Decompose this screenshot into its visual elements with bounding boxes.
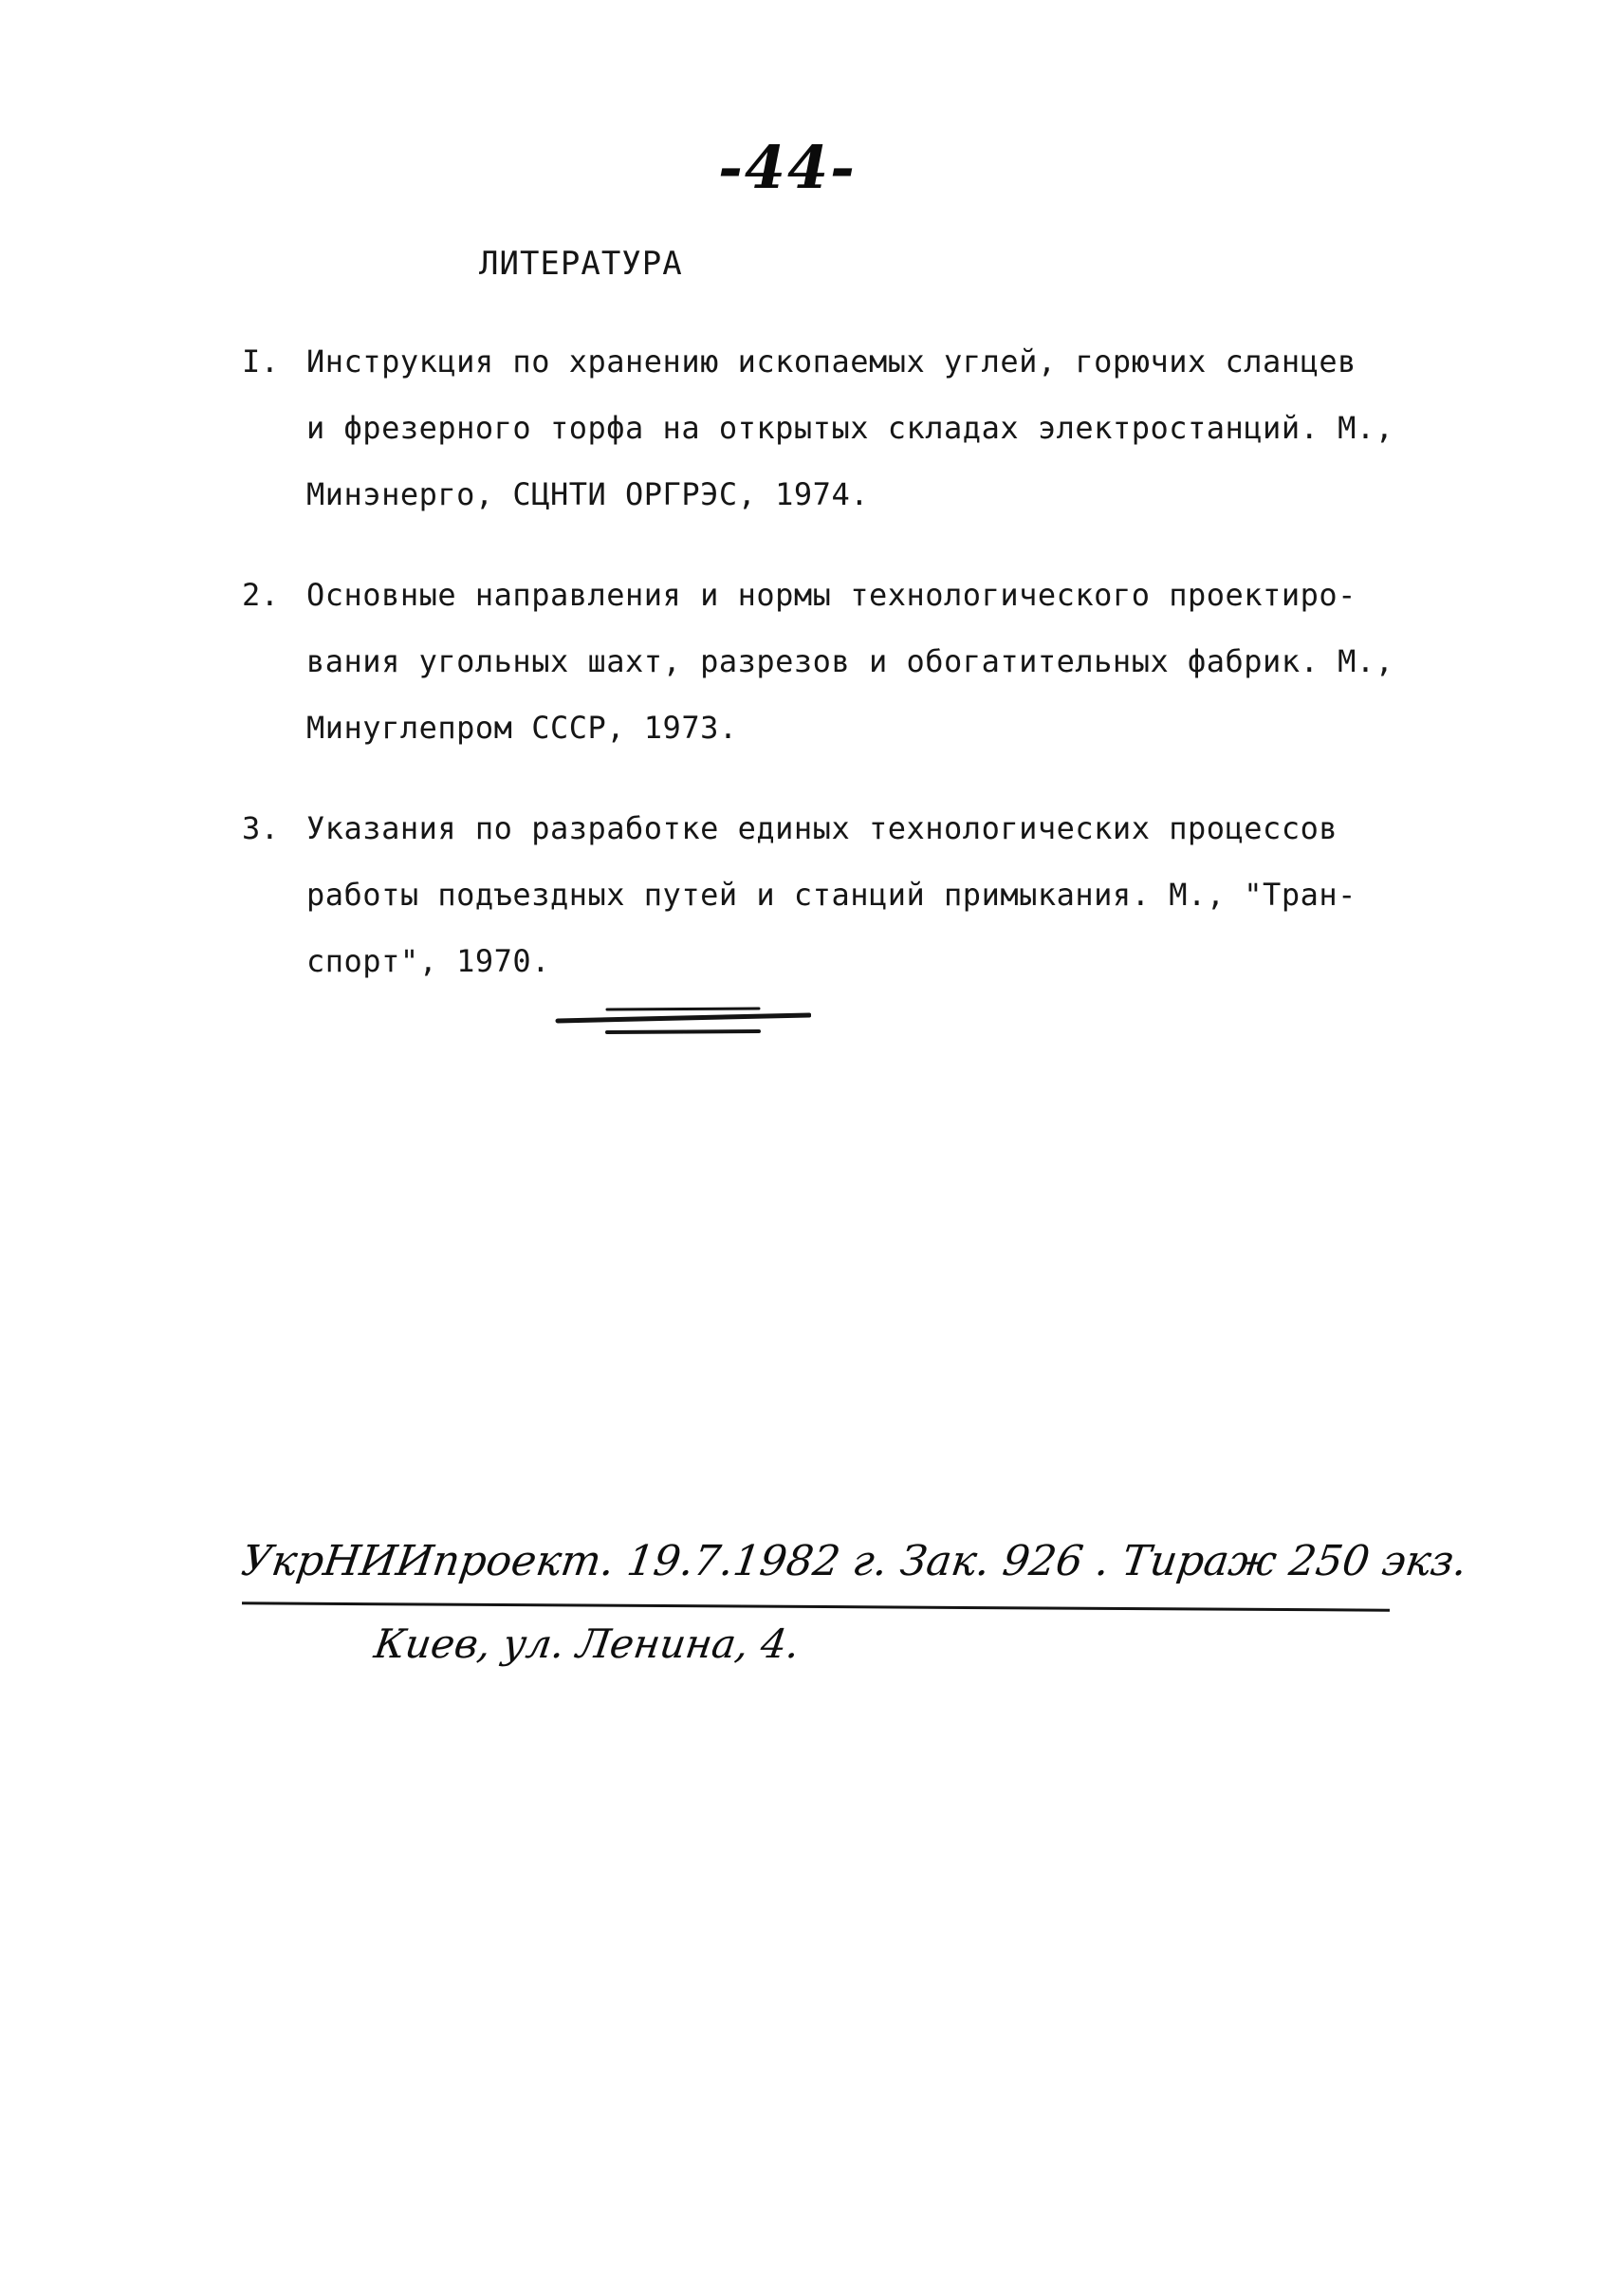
reference-text-line: Инструкция по хранению ископаемых углей, горючих сланцев [306, 343, 1356, 380]
reference-text-line: Минуглепром СССР, 1973. [306, 710, 738, 746]
reference-item [242, 562, 1475, 761]
reference-number: I. [242, 343, 280, 380]
imprint-publisher-line: УкрНИИпроект. 19.7.1982 г. Зак. 926 . Тираж 250 экз. [238, 1537, 1470, 1585]
reference-text-line: Указания по разработке единых технологических процессов [306, 810, 1338, 846]
reference-number: 3. [242, 810, 280, 846]
section-title: ЛИТЕРАТУРА [479, 245, 683, 283]
reference-text-line: вания угольных шахт, разрезов и обогатительных фабрик. М., [306, 643, 1394, 679]
reference-text-line: Основные направления и нормы технологического проектиро- [306, 577, 1356, 613]
imprint-address-line: Киев, ул. Ленина, 4. [371, 1620, 803, 1667]
reference-item [242, 328, 1475, 528]
page-number: -44- [718, 133, 857, 202]
end-of-section-rule [555, 1002, 811, 1040]
reference-list [242, 328, 1475, 1028]
handwritten-imprint [238, 1518, 1470, 1667]
rule-line-bottom [607, 1031, 759, 1032]
imprint-underline [242, 1602, 1390, 1611]
reference-text-line: Минэнерго, СЦНТИ ОРГРЭС, 1974. [306, 476, 869, 512]
reference-number: 2. [242, 577, 280, 613]
reference-text-line: спорт", 1970. [306, 943, 550, 979]
rule-line-middle [558, 1015, 809, 1021]
reference-item [242, 795, 1475, 994]
reference-text-line: работы подъездных путей и станций примыкания. М., "Тран- [306, 877, 1356, 913]
reference-text-line: и фрезерного торфа на открытых складах электростанций. М., [306, 410, 1394, 446]
